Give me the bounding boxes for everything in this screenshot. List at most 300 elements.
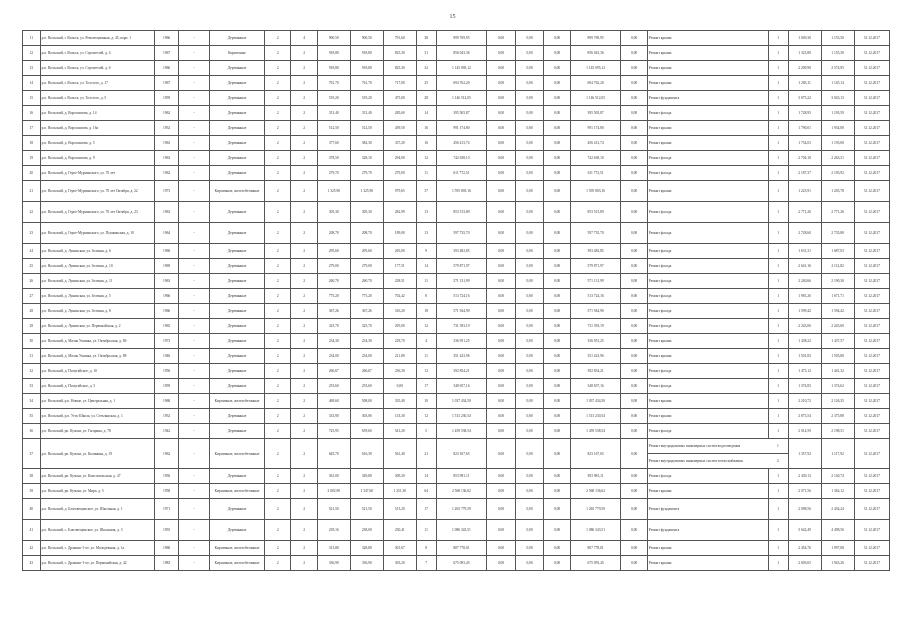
owners-cost-cell: 823 167,65 [570,439,621,469]
total-cost-cell: 571 944,90 [436,304,487,319]
residents-cell: 8 [416,541,436,556]
living-area-cell: 513,20 [383,499,416,520]
local-budget-cell: 0,00 [544,121,570,136]
deadline-cell: 31.12.2017 [854,61,889,76]
owners-cost-cell: 807 778,01 [570,541,621,556]
other-cell: 0,00 [621,319,647,334]
work-unit-cell: 1 [768,61,788,76]
table-row [23,121,890,136]
row-number: 27 [23,289,41,304]
commission-cell: - [179,364,210,379]
total-cost-cell: 351 423,96 [436,349,487,364]
living-area-cell: 459,50 [383,121,416,136]
local-budget-cell: 0,00 [544,319,570,334]
other-cell: 0,00 [621,31,647,46]
work-unit-cell: 1 [768,334,788,349]
owners-cost-cell: 1 513 230,54 [570,409,621,424]
deadline-cell: 31.12.2017 [854,259,889,274]
deadline-cell: 31.12.2017 [854,541,889,556]
floors-cell: 2 [265,76,291,91]
table-row [23,223,890,244]
rate-cell: 5 642,49 [788,520,821,541]
local-budget-cell: 0,00 [544,244,570,259]
total-area-cell: 234,30 [317,334,350,349]
year-cell: 1962 [155,439,179,469]
residents-cell: 28 [416,91,436,106]
deadline-cell: 31.12.2017 [854,520,889,541]
living-area-cell: 561,40 [383,439,416,469]
year-cell: 1956 [155,469,179,484]
rate-cell: 2 771,26 [788,202,821,223]
address-cell: р.п. Вольский, д. Лунинская, ул. Первомайская, д. 2 [40,319,154,334]
table-row [23,244,890,259]
owners-cost-cell: 336 951,25 [570,334,621,349]
residents-cell: 12 [416,409,436,424]
wall-material-cell: Кирпичные, железобетонные [210,484,265,499]
fund-cell: 0,00 [487,202,516,223]
entrances-cell: 2 [291,394,317,409]
deadline-cell: 31.12.2017 [854,379,889,394]
total-cost-cell: 579 871,97 [436,259,487,274]
premises-area-cell: 303,06 [350,409,383,424]
work-type-cell: Ремонт фасада [647,259,768,274]
owners-cost-cell: 1 145 095,12 [570,61,621,76]
address-cell: р.п. Вольский, д. Ворошилова, д. 9 [40,151,154,166]
table-row [23,520,890,541]
premises-area-cell: 328,10 [350,151,383,166]
work-type-cell: Ремонт фасада [647,469,768,484]
premises-area-cell: 328,80 [350,541,383,556]
work-type-cell: Ремонт фасада [647,364,768,379]
address-cell: р.п. Вольский, рп. Кузьма, ул. Мира, д. 5 [40,484,154,499]
budget-cell: 0,00 [515,289,544,304]
row-number: 17 [23,121,41,136]
budget-cell: 0,00 [515,484,544,499]
address-cell: р.п. Вольский, д. Благовещенское, ул. Школьная, д. 1 [40,499,154,520]
price-cell: 1 193,00 [821,136,854,151]
residents-cell: 14 [416,469,436,484]
price-cell: 1 203,78 [821,181,854,202]
deadline-cell: 31.12.2017 [854,151,889,166]
wall-material-cell: Деревянные [210,91,265,106]
total-area-cell: 519,20 [317,91,350,106]
living-area-cell: 303,20 [383,556,416,571]
address-cell: р.п. Вольский, г. Вольск, ул. Толстого, д. 17 [40,76,154,91]
year-cell: 1966 [155,304,179,319]
work-unit-cell: 1 [768,136,788,151]
work-unit-cell: 1 [768,304,788,319]
fund-cell: 0,00 [487,274,516,289]
row-number: 31 [23,349,41,364]
rate-cell: 1 374,83 [788,379,821,394]
commission-cell: - [179,223,210,244]
year-cell: 1963 [155,202,179,223]
total-cost-cell: 853 981,11 [436,469,487,484]
total-cost-cell: 694 762,20 [436,76,487,91]
fund-cell: 0,00 [487,151,516,166]
budget-cell: 0,00 [515,394,544,409]
rate-cell: 1 323,80 [788,46,821,61]
rate-cell: 2 003,65 [788,556,821,571]
floors-cell: 2 [265,289,291,304]
floors-cell: 2 [265,121,291,136]
living-area-cell: 825,30 [383,61,416,76]
table-row [23,394,890,409]
other-cell: 0,00 [621,274,647,289]
fund-cell: 0,00 [487,136,516,151]
budget-cell: 0,00 [515,304,544,319]
price-cell: 2 112,82 [821,259,854,274]
entrances-cell: 2 [291,541,317,556]
budget-cell: 0,00 [515,259,544,274]
commission-cell: - [179,121,210,136]
row-number: 35 [23,409,41,424]
fund-cell: 0,00 [487,364,516,379]
row-number: 16 [23,106,41,121]
work-type-cell: Ремонт фасада [647,274,768,289]
rate-cell: 2 014,59 [788,424,821,439]
commission-cell: - [179,439,210,469]
year-cell: 1967 [155,46,179,61]
budget-cell: 0,00 [515,166,544,181]
living-area-cell: 177,51 [383,259,416,274]
budget-cell: 0,00 [515,181,544,202]
living-area-cell: 0,00 [383,379,416,394]
entrances-cell: 2 [291,91,317,106]
local-budget-cell: 0,00 [544,439,570,469]
budget-cell: 0,00 [515,46,544,61]
wall-material-cell: Деревянные [210,409,265,424]
row-number: 42 [23,541,41,556]
rate-cell: 2 439,13 [788,469,821,484]
rate-cell: 1 981,26 [788,289,821,304]
living-area-cell: 236,30 [383,364,416,379]
work-unit-cell: 1 [768,424,788,439]
table-row [23,409,890,424]
other-cell: 0,00 [621,409,647,424]
premises-area-cell: 266,67 [350,364,383,379]
wall-material-cell: Деревянные [210,259,265,274]
work-type-cell: Ремонт фундамента [647,520,768,541]
row-number: 29 [23,319,41,334]
total-cost-cell: 1 459 538,54 [436,424,487,439]
price-cell: 1 943,26 [821,556,854,571]
commission-cell: - [179,409,210,424]
wall-material-cell: Кирпичные, железобетонные [210,541,265,556]
entrances-cell: 2 [291,289,317,304]
total-area-cell: 333,90 [317,409,350,424]
commission-cell: - [179,76,210,91]
year-cell: 1966 [155,61,179,76]
year-cell: 1966 [155,31,179,46]
year-cell: 1946 [155,349,179,364]
address-cell: р.п. Вольский, р.п. Новые, ул. Центральная, д. 1 [40,394,154,409]
deadline-cell: 31.12.2017 [854,319,889,334]
year-cell: 1967 [155,76,179,91]
rate-cell: 1 754,03 [788,136,821,151]
residents-cell: 11 [416,166,436,181]
entrances-cell: 2 [291,409,317,424]
rate-cell: 3 075,22 [788,91,821,106]
living-area-cell: 218,70 [383,334,416,349]
address-cell: р.п. Вольский, д. Малая Ушинка, ул. Октябрьская, д. 88 [40,349,154,364]
commission-cell: - [179,181,210,202]
premises-area-cell: 295,60 [350,244,383,259]
year-cell: 1956 [155,364,179,379]
table-row [23,274,890,289]
other-cell: 0,00 [621,349,647,364]
wall-material-cell: Деревянные [210,136,265,151]
total-cost-cell: 1 595 803,16 [436,181,487,202]
budget-cell: 0,00 [515,31,544,46]
owners-cost-cell: 1 265 779,59 [570,499,621,520]
commission-cell: - [179,484,210,499]
premises-area-cell: 331,40 [350,106,383,121]
work-unit-cell: 1 [768,394,788,409]
residents-cell: 12 [416,151,436,166]
deadline-cell: 31.12.2017 [854,274,889,289]
floors-cell: 2 [265,106,291,121]
total-area-cell: 645,70 [317,439,350,469]
rate-cell: 2 641,16 [788,259,821,274]
address-cell: р.п. Вольский, д. Ворошилова, д. 5 [40,136,154,151]
table-row [23,319,890,334]
total-area-cell: 900,50 [317,31,350,46]
year-cell: 1962 [155,106,179,121]
table-row [23,136,890,151]
floors-cell: 2 [265,409,291,424]
premises-area-cell: 253,60 [350,379,383,394]
deadline-cell: 31.12.2017 [854,349,889,364]
table-row [23,289,890,304]
living-area-cell: 282,99 [383,202,416,223]
price-cell: 2 375,88 [821,409,854,424]
address-cell: р.п. Вольский, д. Попугайское, д. 10 [40,364,154,379]
other-cell: 0,00 [621,499,647,520]
table-row [23,349,890,364]
fund-cell: 0,00 [487,106,516,121]
local-budget-cell: 0,00 [544,304,570,319]
total-area-cell: 208,70 [317,223,350,244]
wall-material-cell: Кирпичные, железобетонные [210,439,265,469]
local-budget-cell: 0,00 [544,424,570,439]
residents-cell: 17 [416,379,436,394]
fund-cell: 0,00 [487,349,516,364]
total-area-cell: 260,70 [317,274,350,289]
premises-area-cell: 519,20 [350,91,383,106]
wall-material-cell: Деревянные [210,202,265,223]
address-cell: р.п. Вольский, д. Попугайское, д. 5 [40,379,154,394]
local-budget-cell: 0,00 [544,409,570,424]
price-cell: 3 043,13 [821,91,854,106]
wall-material-cell: Деревянные [210,166,265,181]
total-cost-cell: 456 413,74 [436,136,487,151]
work-unit-cell: 1 [768,151,788,166]
entrances-cell: 2 [291,439,317,469]
deadline-cell: 31.12.2017 [854,439,889,469]
price-cell: 2 771,26 [821,202,854,223]
work-unit-cell: 1 [768,349,788,364]
residents-cell: 37 [416,181,436,202]
residents-cell: 7 [416,556,436,571]
deadline-cell: 31.12.2017 [854,106,889,121]
deadline-cell: 31.12.2017 [854,424,889,439]
year-cell: 1964 [155,223,179,244]
entrances-cell: 2 [291,520,317,541]
floors-cell: 2 [265,469,291,484]
entrances-cell: 2 [291,379,317,394]
owners-cost-cell: 2 568 136,62 [570,484,621,499]
wall-material-cell: Деревянные [210,76,265,91]
commission-cell: - [179,61,210,76]
fund-cell: 0,00 [487,166,516,181]
work-unit-cell: 1 2 [768,439,788,469]
table-row [23,46,890,61]
deadline-cell: 31.12.2017 [854,304,889,319]
deadline-cell: 31.12.2017 [854,31,889,46]
total-area-cell: 313,80 [317,541,350,556]
entrances-cell: 2 [291,484,317,499]
budget-cell: 0,00 [515,121,544,136]
work-unit-cell: 1 [768,289,788,304]
local-budget-cell: 0,00 [544,289,570,304]
other-cell: 0,00 [621,424,647,439]
total-cost-cell: 675 093,45 [436,556,487,571]
owners-cost-cell: 853 981,11 [570,469,621,484]
address-cell: р.п. Вольский, рп. Кузьма, ул. Гагарина, д. 78 [40,424,154,439]
total-cost-cell: 742 638,10 [436,151,487,166]
commission-cell: - [179,349,210,364]
work-type-cell: Ремонт крыши [647,31,768,46]
budget-cell: 0,00 [515,334,544,349]
floors-cell: 2 [265,394,291,409]
other-cell: 0,00 [621,91,647,106]
row-number: 38 [23,469,41,484]
entrances-cell: 2 [291,46,317,61]
entrances-cell: 4 [291,31,317,46]
work-type-cell: Ремонт крыши [647,121,768,136]
other-cell: 0,00 [621,121,647,136]
price-cell: 1 362,12 [821,484,854,499]
floors-cell: 2 [265,31,291,46]
owners-cost-cell: 856 043,36 [570,46,621,61]
address-cell: р.п. Вольский, рп. Кузьма, ул. Калинина, д. 19 [40,439,154,469]
floors-cell: 2 [265,334,291,349]
rate-cell: 1 599,42 [788,304,821,319]
address-cell: р.п. Вольский, г. Вольск, ул. Строителей, д. 4 [40,46,154,61]
rate-cell: 1 631,31 [788,244,821,259]
work-type-cell: Ремонт фундамента [647,499,768,520]
floors-cell: 2 [265,364,291,379]
floors-cell: 2 [265,274,291,289]
living-area-cell: 230,41 [383,520,416,541]
work-type-cell: Ремонт фасада [647,151,768,166]
wall-material-cell: Деревянные [210,244,265,259]
residents-cell: 8 [416,289,436,304]
floors-cell: 2 [265,541,291,556]
premises-area-cell: 918,80 [350,46,383,61]
row-number: 22 [23,202,41,223]
owners-cost-cell: 853 513,89 [570,202,621,223]
other-cell: 0,00 [621,520,647,541]
entrances-cell: 2 [291,349,317,364]
other-cell: 0,00 [621,439,647,469]
wall-material-cell: Деревянные [210,289,265,304]
owners-cost-cell: 899 769,95 [570,31,621,46]
year-cell: 1966 [155,289,179,304]
living-area-cell: 294,00 [383,151,416,166]
year-cell: 1952 [155,409,179,424]
price-cell: 1 193,59 [821,106,854,121]
row-number: 39 [23,484,41,499]
total-area-cell: 2 002,90 [317,484,350,499]
premises-area-cell: 761,70 [350,76,383,91]
rate-cell: 1 501,83 [788,349,821,364]
living-area-cell: 309,20 [383,469,416,484]
fund-cell: 0,00 [487,91,516,106]
row-number: 20 [23,166,41,181]
price-cell: 1 437,57 [821,334,854,349]
commission-cell: - [179,106,210,121]
local-budget-cell: 0,00 [544,61,570,76]
work-type-cell: Ремонт крыши [647,409,768,424]
row-number: 19 [23,151,41,166]
address-cell: р.п. Вольский, д. Лунинская, ул. Зеленая, д. 10 [40,259,154,274]
commission-cell: - [179,91,210,106]
total-area-cell: 761,70 [317,76,350,91]
entrances-cell: 2 [291,202,317,223]
deadline-cell: 31.12.2017 [854,166,889,181]
entrances-cell: 2 [291,424,317,439]
deadline-cell: 31.12.2017 [854,202,889,223]
owners-cost-cell: 351 423,96 [570,349,621,364]
other-cell: 0,00 [621,166,647,181]
year-cell: 1959 [155,379,179,394]
total-area-cell: 325,70 [317,319,350,334]
rate-cell: 1 473,12 [788,364,821,379]
premises-area-cell: 508,00 [350,394,383,409]
fund-cell: 0,00 [487,541,516,556]
living-area-cell: 979,65 [383,181,416,202]
local-budget-cell: 0,00 [544,259,570,274]
entrances-cell: 2 [291,304,317,319]
year-cell: 1960 [155,244,179,259]
entrances-cell: 2 [291,334,317,349]
total-area-cell: 725,95 [317,424,350,439]
table-row [23,76,890,91]
premises-area-cell: 208,70 [350,223,383,244]
premises-area-cell: 367,26 [350,304,383,319]
table-row [23,181,890,202]
owners-cost-cell: 1 595 803,16 [570,181,621,202]
floors-cell: 2 [265,151,291,166]
work-type-cell: Ремонт крыши [647,556,768,571]
deadline-cell: 31.12.2017 [854,499,889,520]
entrances-cell: 2 [291,259,317,274]
year-cell: 1963 [155,136,179,151]
work-type-cell: Ремонт крыши [647,484,768,499]
rate-cell: 2 240,66 [788,274,821,289]
premises-area-cell: 616,39 [350,439,383,469]
work-type-cell: Ремонт фасада [647,289,768,304]
residents-cell: 17 [416,499,436,520]
entrances-cell: 2 [291,166,317,181]
price-cell: 2 245,60 [821,319,854,334]
commission-cell: - [179,319,210,334]
residents-cell: 9 [416,244,436,259]
deadline-cell: 31.12.2017 [854,46,889,61]
fund-cell: 0,00 [487,334,516,349]
